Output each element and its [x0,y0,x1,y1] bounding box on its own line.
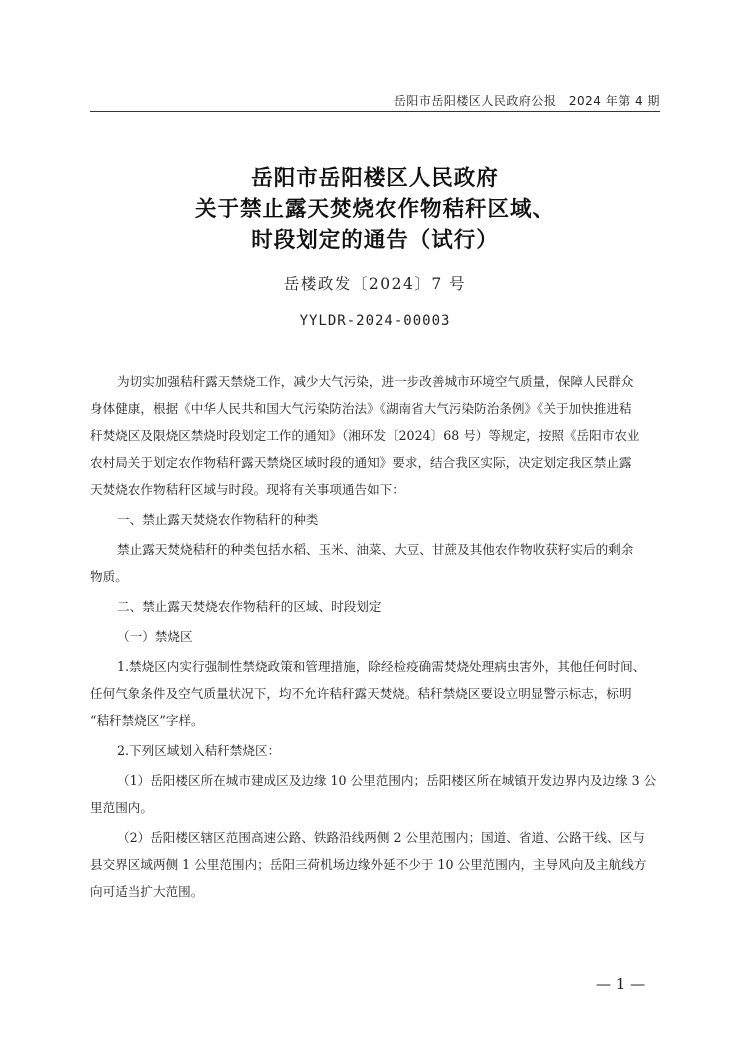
body-line: 向可适当扩大范围。 [90,884,204,899]
body-line: （2）岳阳楼区辖区范围高速公路、铁路沿线两侧 2 公里范围内；国道、省道、公路干线、区与 [117,830,645,845]
body-line: 县交界区域两侧 1 公里范围内；岳阳三荷机场边缘外延不少于 10 公里范围内，主导风向及主航线方 [90,857,647,872]
body-line: 禁止露天焚烧秸秆的种类包括水稻、玉米、油菜、大豆、甘蔗及其他农作物收获籽实后的剩余 [117,542,634,557]
body-line: 1.禁烧区内实行强制性禁烧政策和管理措施，除经检疫确需焚烧处理病虫害外，其他任何时间、 [117,659,646,674]
subsection-heading: （一）禁烧区 [117,629,193,644]
body-line: （1）岳阳楼区所在城市建成区及边缘 10 公里范围内；岳阳楼区所在城镇开发边界内及边缘 3 公 [117,773,657,788]
body-line: 身体健康，根据《中华人民共和国大气污染防治法》《湖南省大气污染防治条例》《关于加快推进秸 [90,401,632,416]
header-divider [90,111,660,112]
page-number: — 1 — [596,975,646,993]
body-line: 秆焚烧区及限烧区禁烧时段划定工作的通知》（湘环发〔2024〕68 号）等规定，按照《岳阳市农业 [90,428,640,443]
title-line-2: 关于禁止露天焚烧农作物秸秆区域、 [194,197,555,222]
body-line: 里范围内。 [90,800,153,815]
body-line: “秸秆禁烧区”字样。 [90,713,204,728]
body-line: 任何气象条件及空气质量状况下，均不允许秸秆露天焚烧。秸秆禁烧区要设立明显警示标志，标明 [90,686,632,701]
document-number: 岳楼政发〔2024〕7 号 [283,275,467,293]
body-line: 物质。 [90,569,128,584]
body-line: 天焚烧农作物秸秆区域与时段。现将有关事项通告如下： [90,482,405,497]
body-line: 为切实加强秸秆露天禁烧工作，减少大气污染，进一步改善城市环境空气质量，保障人民群众 [117,374,634,389]
body-line: 2.下列区域划入秸秆禁烧区： [117,743,281,758]
title-line-3: 时段划定的通告（试行） [251,228,499,253]
document-code: YYLDR-2024-00003 [299,313,451,329]
title-line-1: 岳阳市岳阳楼区人民政府 [251,166,499,191]
body-text [90,368,662,905]
document-title [0,163,750,256]
section-heading: 二、禁止露天焚烧农作物秸秆的区域、时段划定 [117,599,382,614]
running-header: 岳阳市岳阳楼区人民政府公报 2024 年第 4 期 [393,94,660,108]
body-line: 农村局关于划定农作物秸秆露天禁烧区域时段的通知》要求，结合我区实际，决定划定我区禁止露 [90,455,632,470]
section-heading: 一、禁止露天焚烧农作物秸秆的种类 [117,512,319,527]
